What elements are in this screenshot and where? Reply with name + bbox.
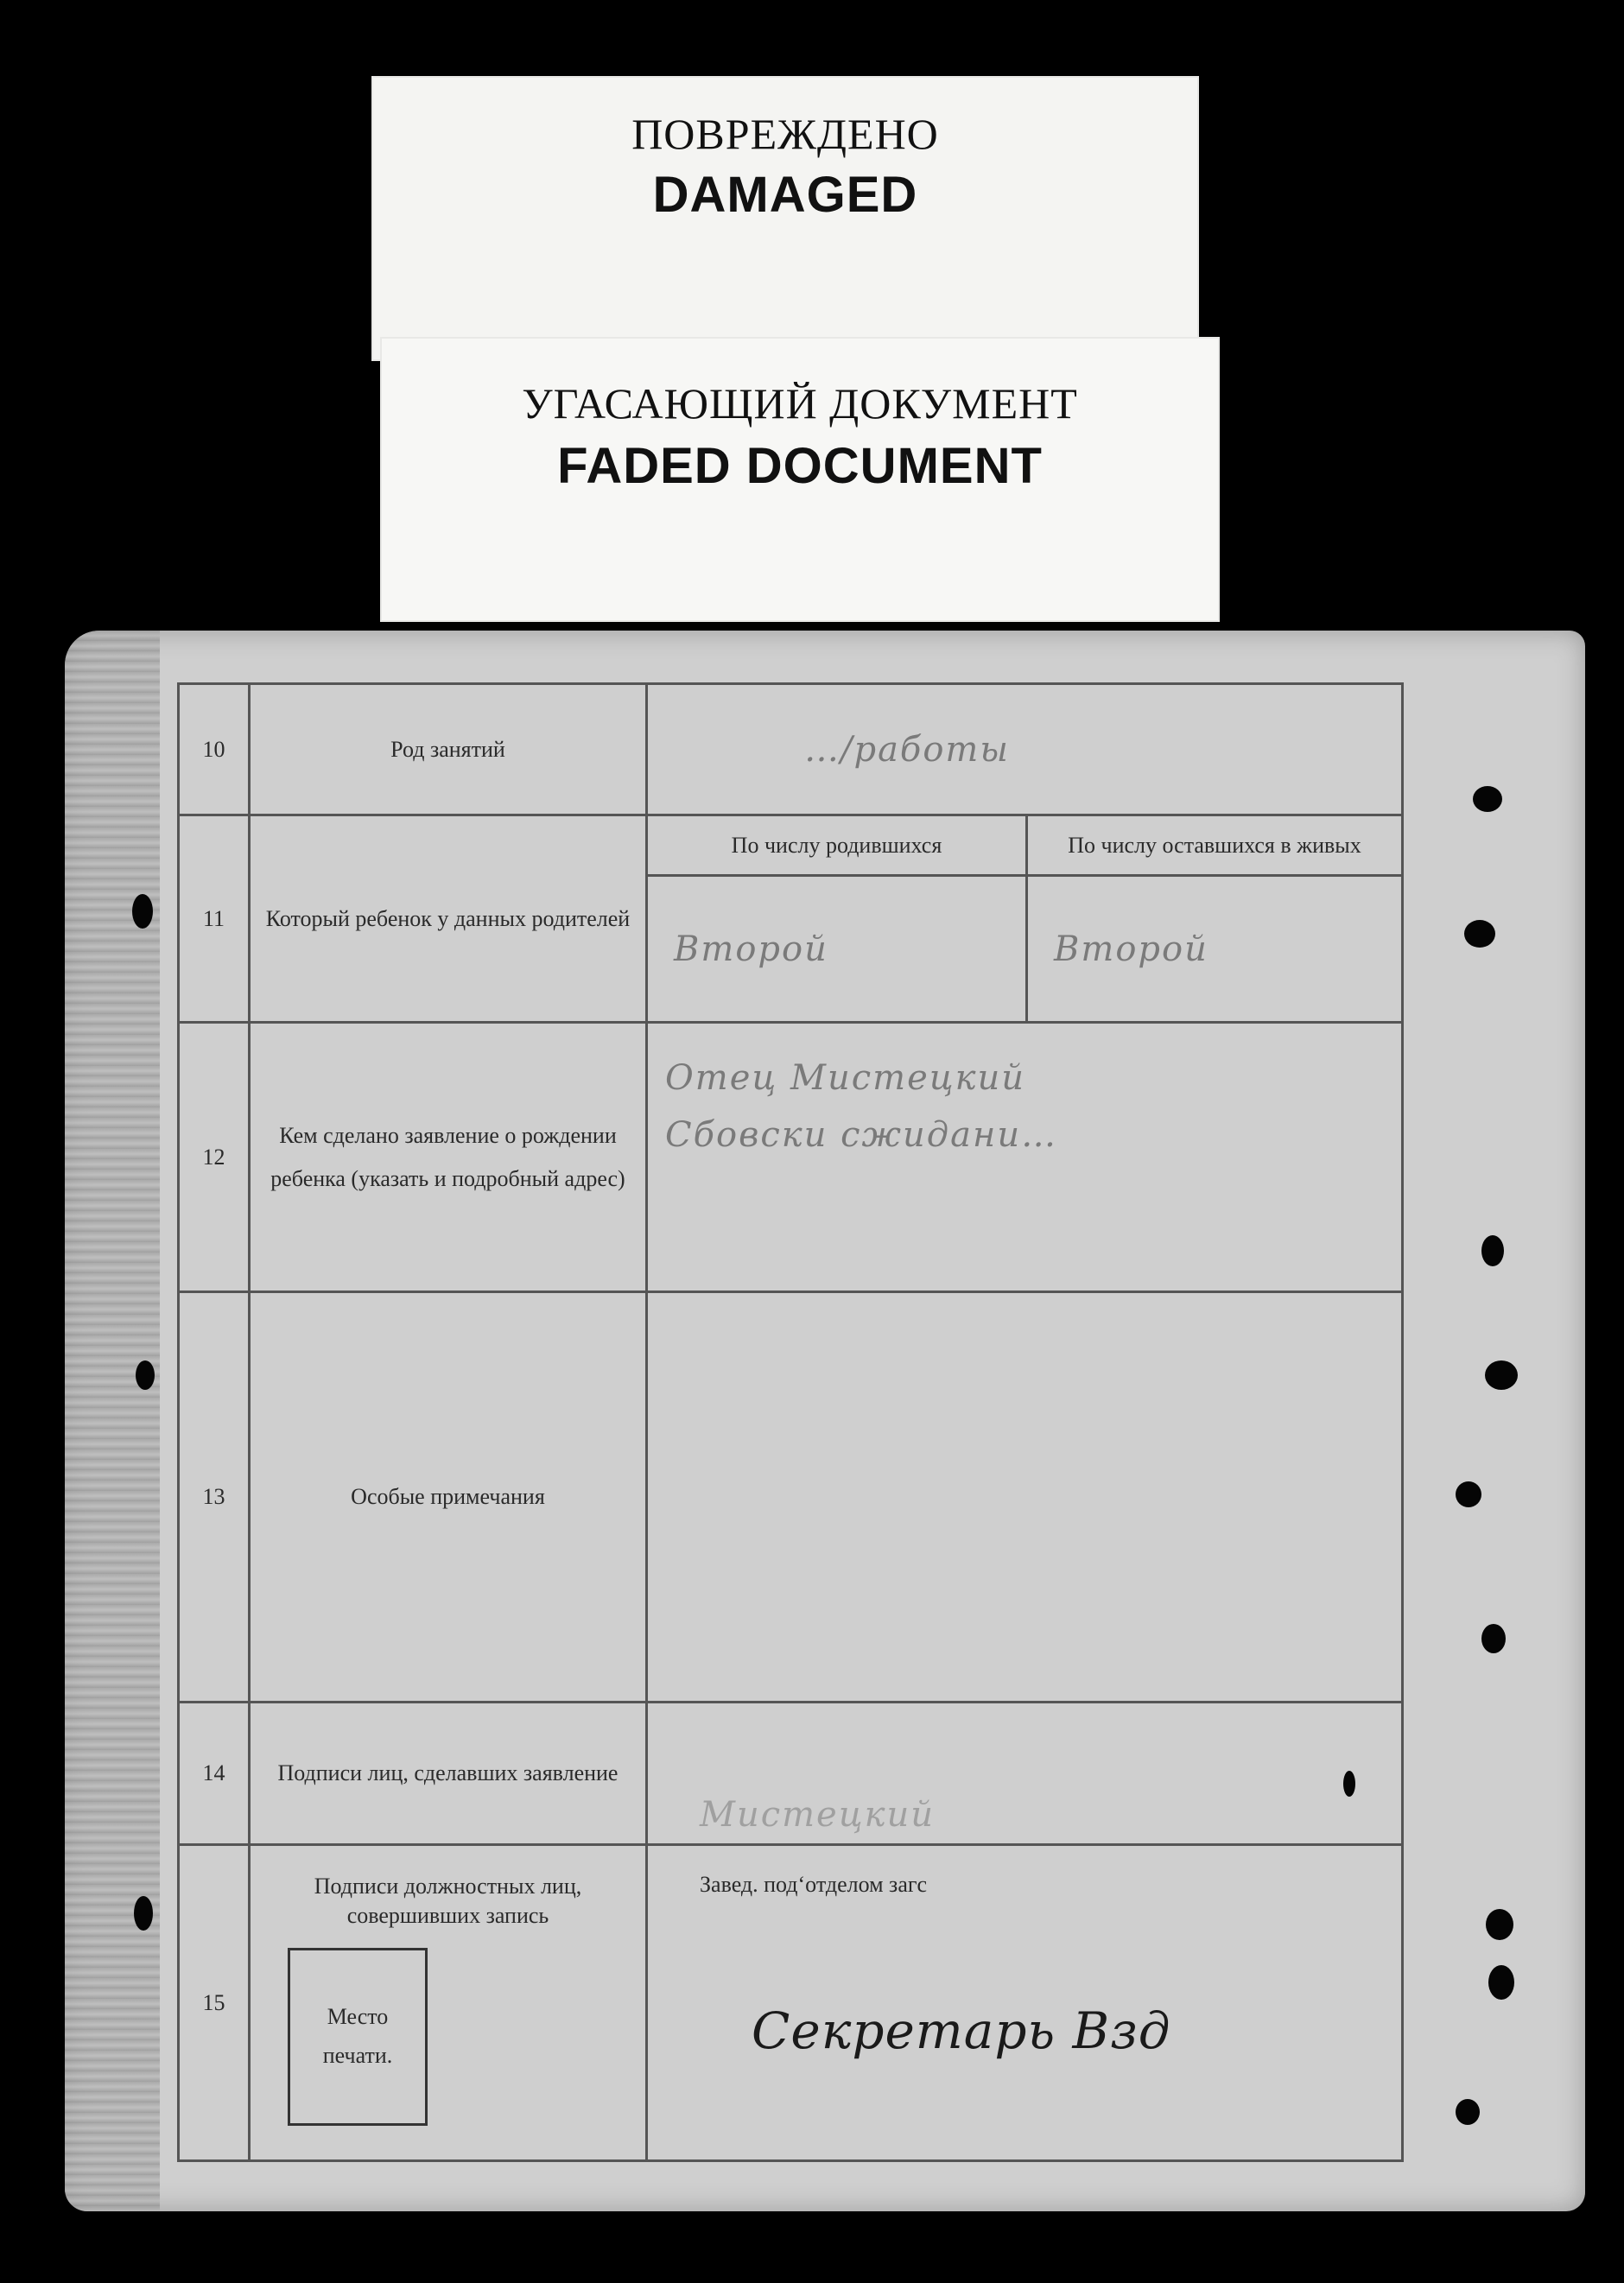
form-row-12: [179, 1023, 1403, 1292]
occupation-label: Род занятий: [250, 684, 647, 815]
row-number: 13: [179, 1292, 250, 1703]
special-notes-label: Особые примечания: [250, 1292, 647, 1703]
occupation-value-cell: [647, 684, 1403, 815]
col-alive-header: По числу оставшихся в живых: [1027, 815, 1403, 876]
form-row-14: [179, 1703, 1403, 1845]
punch-hole: [1481, 1235, 1504, 1266]
declarant-signature: Мистецкий: [700, 1795, 936, 1835]
declarant-signature-label: Подписи лиц, сделавших заявление: [250, 1703, 647, 1845]
form-row-10: [179, 684, 1403, 815]
col-born-header: По числу родившихся: [647, 815, 1027, 876]
punch-hole: [134, 1896, 153, 1931]
secretary-signature: Секретарь Взд: [752, 2001, 1171, 2060]
declarant-label: Кем сделано заявление о рождении ребенка (указать и подробный адрес): [250, 1023, 647, 1292]
document-sheet: [65, 631, 1585, 2211]
form-row-13: [179, 1292, 1403, 1703]
special-notes-value-cell: [647, 1292, 1403, 1703]
officials-signature-cell: [250, 1845, 647, 2161]
punch-hole: [1456, 1481, 1481, 1507]
damaged-label-ru: ПОВРЕЖДЕНО: [631, 110, 939, 158]
punch-hole: [1464, 920, 1495, 948]
officials-value-cell: [647, 1845, 1403, 2161]
punch-hole: [132, 894, 153, 929]
row-number: 14: [179, 1703, 250, 1845]
damaged-label-en: DAMAGED: [652, 167, 918, 223]
declarant-line-2: Сбовски сжидани…: [665, 1115, 1058, 1155]
punch-hole: [1486, 1909, 1513, 1940]
form-row-11-header: [179, 815, 1403, 876]
punch-hole: [1481, 1624, 1506, 1653]
punch-hole: [1456, 2099, 1480, 2125]
row-number: 10: [179, 684, 250, 815]
head-of-registry-label: Завед. под‘отделом загс: [700, 1872, 928, 1897]
row-number: 11: [179, 815, 250, 1023]
punch-hole: [1473, 786, 1502, 812]
row-number: 12: [179, 1023, 250, 1292]
stamp-placeholder: [288, 1948, 428, 2126]
form-row-15: [179, 1845, 1403, 2161]
row-number: 15: [179, 1845, 250, 2161]
punch-hole: [1488, 1965, 1514, 2000]
faded-label-en: FADED DOCUMENT: [557, 438, 1043, 494]
declarant-signature-cell: [647, 1703, 1403, 1845]
officials-signature-label: Подписи должностных лиц, совершивших запись: [314, 1874, 582, 1928]
faded-label-ru: УГАСАЮЩИЙ ДОКУМЕНТ: [522, 379, 1078, 428]
damaged-label-card: [371, 76, 1199, 361]
sheet-binding-edge: [65, 631, 160, 2211]
faded-label-card: [380, 337, 1220, 622]
stamp-label: Место печати.: [322, 2004, 393, 2068]
occupation-value: …/работы: [804, 729, 1010, 770]
declarant-value-cell: [647, 1023, 1403, 1292]
punch-hole: [1485, 1360, 1518, 1390]
child-order-alive-value: Второй: [1054, 929, 1208, 969]
child-order-label: Который ребенок у данных родителей: [250, 815, 647, 1023]
birth-record-form: [177, 682, 1404, 2162]
punch-hole: [136, 1360, 155, 1390]
child-order-born-value: Второй: [674, 929, 828, 969]
declarant-line-1: Отец Мистецкий: [665, 1058, 1026, 1098]
